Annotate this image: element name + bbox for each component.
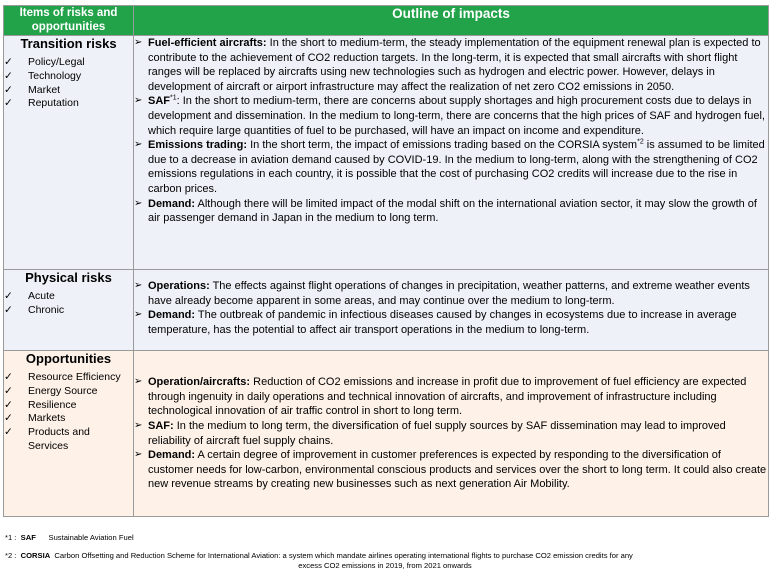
row-transition-risks [4, 36, 769, 270]
check-item: ✓ Energy Source [4, 384, 98, 397]
impact-item: ➢ Operation/aircrafts: Reduction of CO2 emissions and increase in profit due to improvement of fuel efficiency are expected through ingenuity in daily operations and technical innovation of aircrafts, and improvement of infrastructure including technological innovation of air traffic control in short to long term. [134, 376, 747, 418]
impact-cell [134, 351, 769, 517]
check-item: ✓ Resilience [4, 398, 77, 411]
category-cell [4, 351, 134, 517]
category-checklist [4, 290, 133, 318]
arrow-bullet-icon: ➢ [134, 139, 143, 151]
arrow-bullet-icon: ➢ [134, 95, 143, 107]
impact-item: ➢ SAF: In the medium to long term, the diversification of fuel supply sources by SAF dissemination may lead to improved reliability of aircraft fuel supply chains. [134, 419, 726, 447]
impact-item: ➢ Operations: The effects against flight operations of changes in precipitation, weather patterns, and extreme weather events have already become apparent in some areas, and may continue over the medium to long-term. [134, 280, 750, 307]
checkmark-icon: ✓ [4, 371, 13, 383]
footnote-2: *2 : CORSIA Carbon Offsetting and Reduction Scheme for International Aviation: a system which mandate airlines operating international flights to purchase CO2 emission credits for any excess CO2 emissions in 2019, from 2021 onwards [5, 551, 765, 571]
impact-cell [134, 270, 769, 351]
impact-item: ➢ Demand: A certain degree of improvement in customer preferences is expected by responding to the diversification of customer needs for low-carbon, environmental conscious products and services over the short to long term. It could also create new revenue streams by creating new businesses such as next generation Air Mobility. [134, 449, 767, 491]
risks-opportunities-table [3, 5, 769, 517]
check-item: ✓ Markets [4, 412, 66, 425]
check-item: ✓ Policy/Legal [4, 56, 85, 68]
check-item: ✓ Technology [4, 69, 82, 82]
check-item: ✓ Acute [4, 290, 55, 302]
category-checklist [4, 56, 133, 111]
impact-item: ➢ Demand: Although there will be limited impact of the modal shift on the international aviation sector, it may slow the growth of air passenger demand in Japan in the medium to long term. [134, 197, 757, 225]
header-outline: Outline of impacts [134, 6, 769, 36]
category-title: Physical risks [25, 270, 112, 285]
checkmark-icon: ✓ [4, 426, 13, 439]
checkmark-icon: ✓ [4, 83, 13, 96]
checkmark-icon: ✓ [4, 69, 13, 82]
arrow-bullet-icon: ➢ [134, 376, 143, 388]
arrow-bullet-icon: ➢ [134, 280, 143, 291]
checkmark-icon: ✓ [4, 56, 13, 68]
check-item: ✓ Products and Services [4, 426, 90, 452]
check-item: ✓ Resource Efficiency [4, 371, 121, 383]
footnote-2-continuation: excess CO2 emissions in 2019, from 2021 onwards [298, 561, 472, 570]
header-items: Items of risks and opportunities [4, 6, 134, 36]
category-checklist [4, 371, 133, 454]
check-item: ✓ Chronic [4, 303, 65, 316]
row-opportunities [4, 351, 769, 517]
category-title: Opportunities [25, 351, 112, 366]
check-item: ✓ Reputation [4, 97, 79, 110]
checkmark-icon: ✓ [4, 398, 13, 411]
checkmark-icon: ✓ [4, 412, 13, 425]
check-item: ✓ Market [4, 83, 61, 96]
arrow-bullet-icon: ➢ [134, 197, 143, 209]
impact-item: ➢ Fuel-efficient aircrafts: In the short to medium-term, the steady implementation of the equipment renewal plan is expected to contribute to the achievement of CO2 reduction targets. In the long-term, it is expected that small aircrafts with short flight ranges will be replaced by aircrafts using new technologies such as hydrogen and electric power. However, delays in development of aircraft or airport infrastructure may affect the realization of net zero CO2 emissions in 2050. [134, 37, 761, 93]
checkmark-icon: ✓ [4, 303, 13, 316]
impact-item: ➢ SAF$^{*1}$: In the short to medium-term, there are concerns about supply shortages and high procurement costs due to delays in development and dissemination. In the medium to long-term, there are concerns that the high prices of SAF and hydrogen fuel, which require large quantities of fuel to be purchased, will have an impact on income and expenditure. [134, 94, 765, 137]
arrow-bullet-icon: ➢ [134, 449, 143, 461]
impact-item: ➢ Demand: The outbreak of pandemic in infectious diseases caused by changes in ecosystems due to increase in average temperature, has the potential to affect air transport operations in the medium to long-term. [134, 309, 737, 336]
category-cell [4, 270, 134, 351]
impact-cell [134, 36, 769, 270]
checkmark-icon: ✓ [4, 384, 13, 397]
arrow-bullet-icon: ➢ [134, 37, 143, 48]
header-row [4, 6, 769, 36]
arrow-bullet-icon: ➢ [134, 309, 143, 321]
impact-item: ➢ Emissions trading: In the short term, the impact of emissions trading based on the CORSIA system$^{*2}$ is assumed to be limited due to a decrease in aviation demand caused by COVID-19. In the medium to long-term, along with the strengthening of CO2 emissions regulations in each country, it is possible that the cost of purchasing CO2 credits will increase due to the rise in carbon prices. [134, 138, 765, 195]
row-physical-risks [4, 270, 769, 351]
checkmark-icon: ✓ [4, 290, 13, 302]
category-cell [4, 36, 134, 270]
footnote-1: *1 : SAF Sustainable Aviation Fuel [5, 533, 134, 542]
checkmark-icon: ✓ [4, 97, 13, 110]
arrow-bullet-icon: ➢ [134, 419, 143, 431]
category-title: Transition risks [20, 36, 117, 51]
